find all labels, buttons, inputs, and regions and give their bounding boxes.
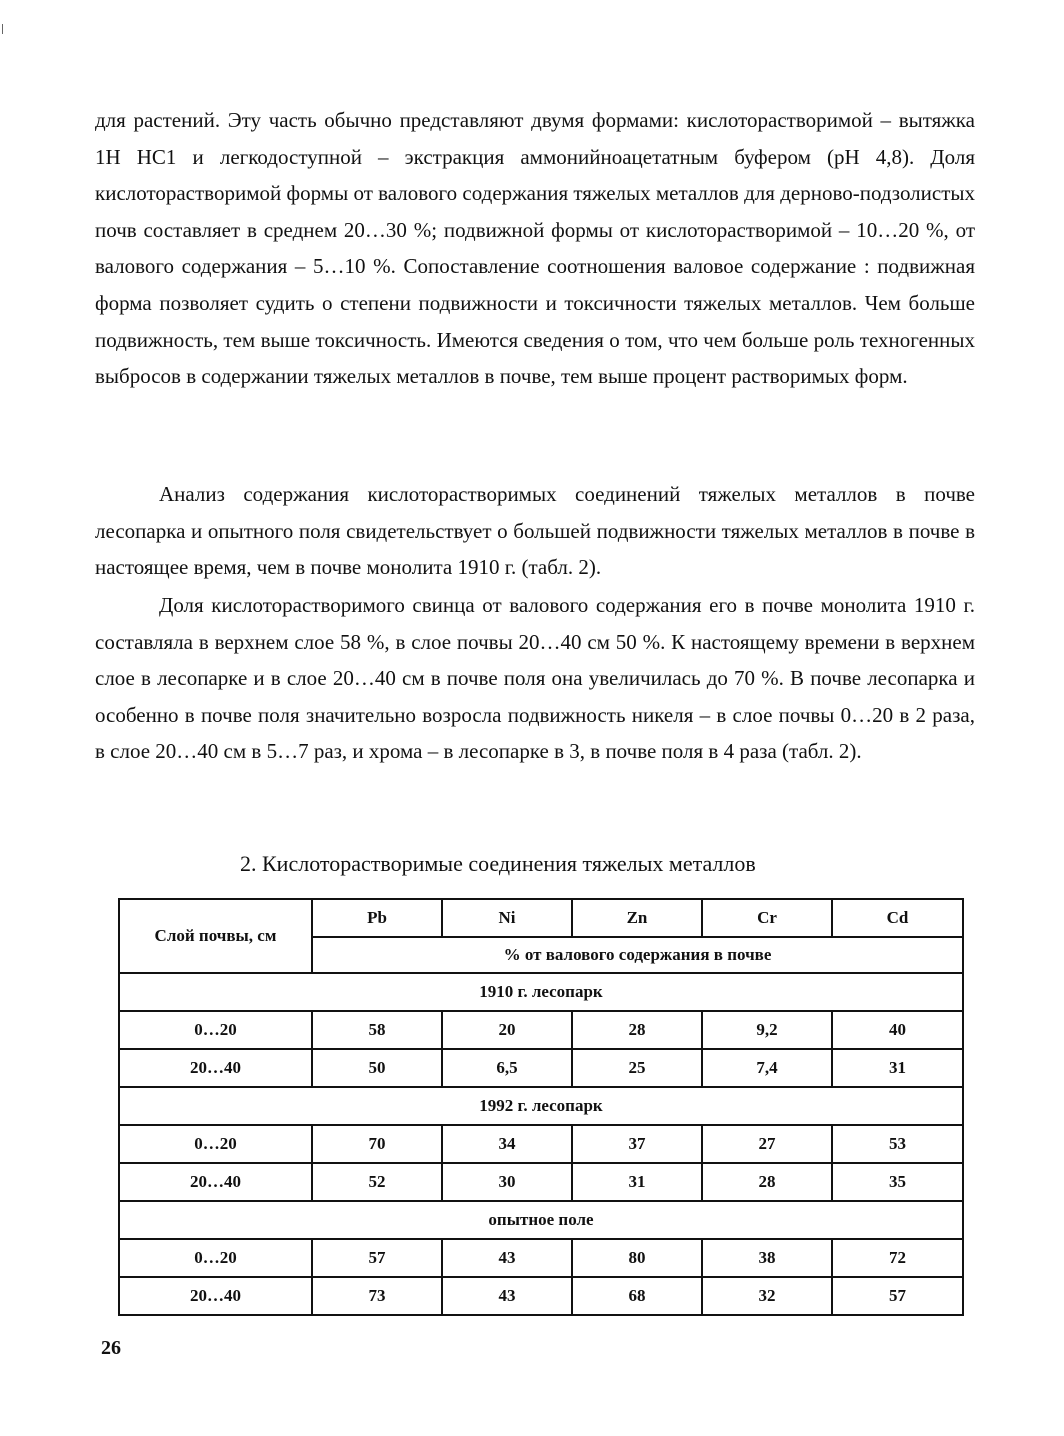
value-cell-pb: 57 xyxy=(312,1239,442,1277)
layer-cell: 0…20 xyxy=(119,1011,312,1049)
table-section-row xyxy=(119,1087,963,1125)
value-cell-zn: 37 xyxy=(572,1125,702,1163)
metal-header-cd: Cd xyxy=(832,899,963,937)
value-cell-cr: 9,2 xyxy=(702,1011,832,1049)
metal-header-cr: Cr xyxy=(702,899,832,937)
table-row xyxy=(119,1277,963,1315)
table-row xyxy=(119,1163,963,1201)
value-cell-cd: 72 xyxy=(832,1239,963,1277)
value-cell-ni: 6,5 xyxy=(442,1049,572,1087)
value-cell-cd: 40 xyxy=(832,1011,963,1049)
metal-header-zn: Zn xyxy=(572,899,702,937)
value-cell-ni: 43 xyxy=(442,1239,572,1277)
value-cell-cr: 7,4 xyxy=(702,1049,832,1087)
paragraph-lead-content: Доля кислоторастворимого свинца от валового содержания его в почве монолита 1910 г. составляла в верхнем слое 58 %, в слое почвы 20…40 см 50 %. К настоящему времени в верхнем слое в лесопарке и в слое 20…40 см в почве поля она увеличилась до 70 %. В почве лесопарка и особенно в почве поля значительно возросла подвижность никеля – в слое почвы 0…20 в 2 раза, в слое 20…40 см в 5…7 раз, и хрома – в лесопарке в 3, в почве поля в 4 раза (табл. 2). xyxy=(95,593,975,764)
table-section-row xyxy=(119,1201,963,1239)
value-cell-cd: 53 xyxy=(832,1125,963,1163)
value-cell-ni: 43 xyxy=(442,1277,572,1315)
heavy-metals-table xyxy=(118,898,964,1316)
layer-column-header: Слой почвы, см xyxy=(119,899,312,973)
layer-cell: 0…20 xyxy=(119,1239,312,1277)
section-title-1910-forest-park: 1910 г. лесопарк xyxy=(119,973,963,1011)
value-cell-cr: 38 xyxy=(702,1239,832,1277)
value-cell-zn: 28 xyxy=(572,1011,702,1049)
page-number: 26 xyxy=(101,1337,121,1359)
metal-header-pb: Pb xyxy=(312,899,442,937)
value-cell-ni: 34 xyxy=(442,1125,572,1163)
value-cell-pb: 58 xyxy=(312,1011,442,1049)
table-row xyxy=(119,1049,963,1087)
value-cell-pb: 70 xyxy=(312,1125,442,1163)
section-title-1992-forest-park: 1992 г. лесопарк xyxy=(119,1087,963,1125)
table-header-row xyxy=(119,899,963,937)
section-title-experimental-field: опытное поле xyxy=(119,1201,963,1239)
paragraph-intro: для растений. Эту часть обычно представляют двумя формами: кислоторастворимой – вытяжка 1Н НС1 и легкодоступной – экстракция аммонийноацетатным буфером (pH 4,8). Доля кислоторастворимой формы от валового содержания тяжелых металлов для дерново-подзолистых почв составляет в среднем 20…30 %; подвижной формы от кислоторастворимой – 10…20 %, от валового содержания – 5…10 %. Сопоставление соотношения валовое содержание : подвижная форма позволяет судить о степени подвижности и токсичности тяжелых металлов. Чем больше подвижность, тем выше токсичность. Имеются сведения о том, что чем больше роль техногенных выбросов в содержании тяжелых металлов в почве, тем выше процент растворимых форм. xyxy=(95,108,975,389)
unit-header: % от валового содержания в почве xyxy=(312,937,963,973)
table-row xyxy=(119,1125,963,1163)
value-cell-cd: 57 xyxy=(832,1277,963,1315)
value-cell-zn: 80 xyxy=(572,1239,702,1277)
layer-cell: 20…40 xyxy=(119,1277,312,1315)
layer-cell: 20…40 xyxy=(119,1163,312,1201)
heavy-metals-table-wrapper xyxy=(118,898,962,1316)
value-cell-cd: 31 xyxy=(832,1049,963,1087)
value-cell-cd: 35 xyxy=(832,1163,963,1201)
table-row xyxy=(119,1011,963,1049)
table-section-row xyxy=(119,973,963,1011)
value-cell-pb: 73 xyxy=(312,1277,442,1315)
value-cell-zn: 31 xyxy=(572,1163,702,1201)
layer-cell: 0…20 xyxy=(119,1125,312,1163)
value-cell-zn: 25 xyxy=(572,1049,702,1087)
table-row xyxy=(119,1239,963,1277)
paragraph-analysis: Анализ содержания кислоторастворимых соединений тяжелых металлов в почве лесопарка и опытного поля свидетельствует о большей подвижности тяжелых металлов в почве в настоящее время, чем в почве монолита 1910 г. (табл. 2). xyxy=(95,482,975,580)
value-cell-zn: 68 xyxy=(572,1277,702,1315)
scan-margin-mark xyxy=(2,24,3,34)
value-cell-cr: 32 xyxy=(702,1277,832,1315)
layer-cell: 20…40 xyxy=(119,1049,312,1087)
value-cell-ni: 20 xyxy=(442,1011,572,1049)
metal-header-ni: Ni xyxy=(442,899,572,937)
value-cell-cr: 27 xyxy=(702,1125,832,1163)
table-caption: 2. Кислоторастворимые соединения тяжелых металлов xyxy=(240,851,756,876)
value-cell-cr: 28 xyxy=(702,1163,832,1201)
value-cell-ni: 30 xyxy=(442,1163,572,1201)
value-cell-pb: 50 xyxy=(312,1049,442,1087)
value-cell-pb: 52 xyxy=(312,1163,442,1201)
